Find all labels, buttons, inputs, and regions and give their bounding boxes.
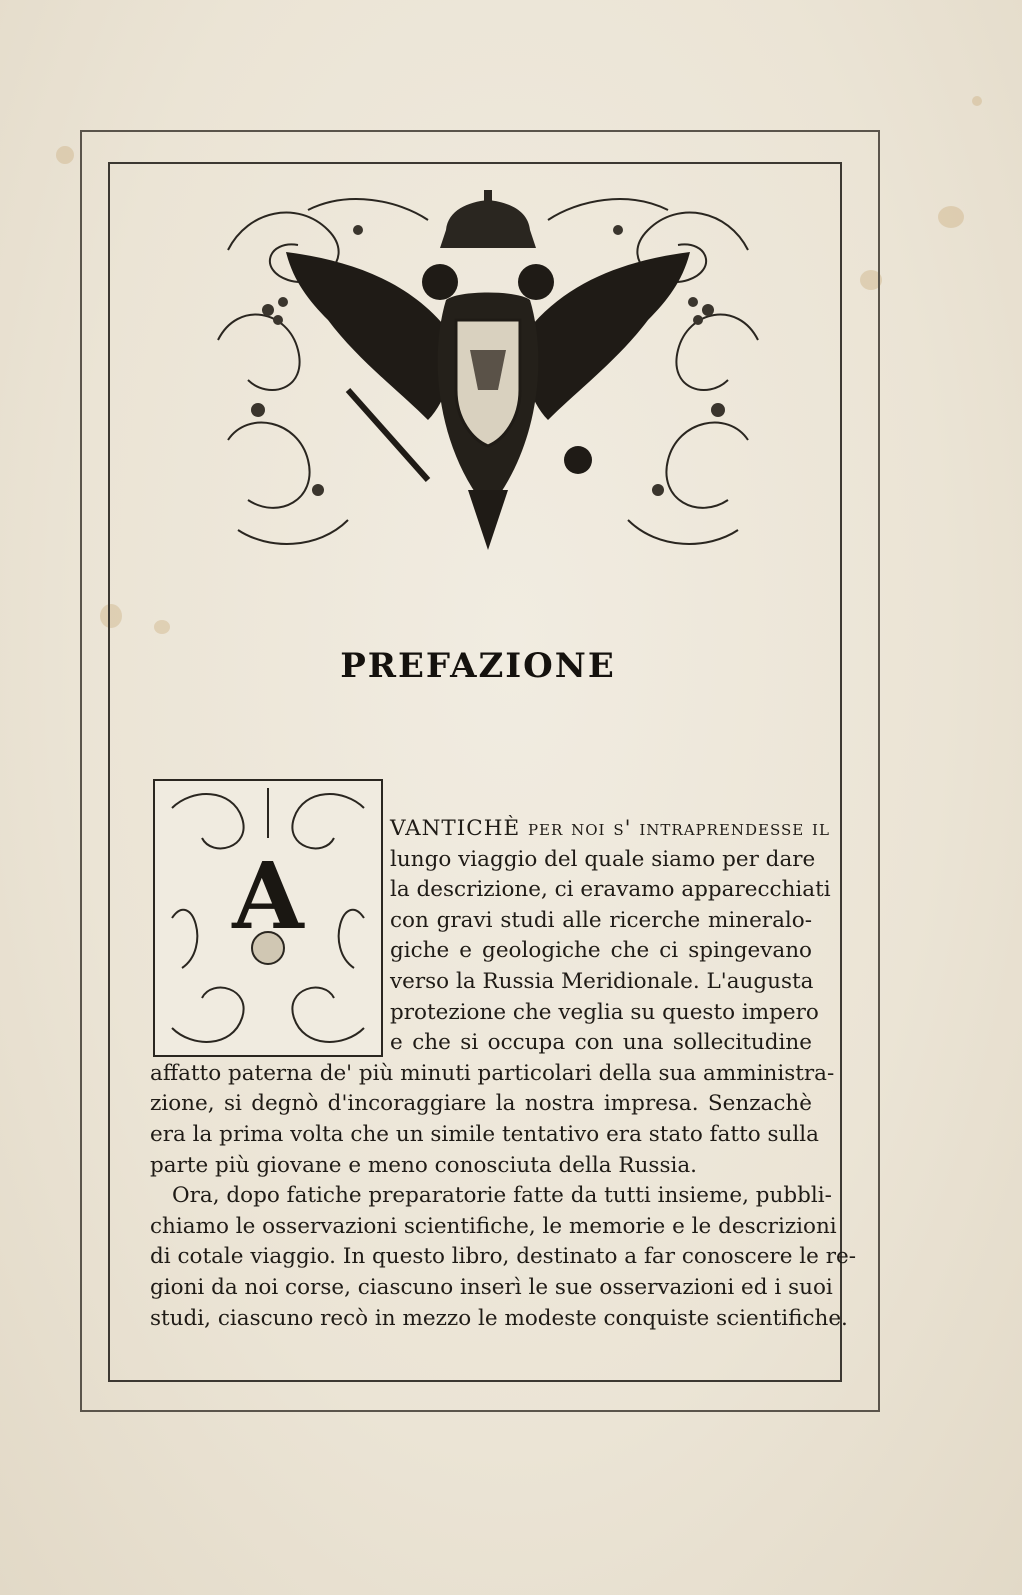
text-line: chiamo le osservazioni scientifiche, le memorie e le descrizioni bbox=[150, 1213, 837, 1239]
text-line: VANTICHÈ per noi s' intraprendesse il bbox=[390, 816, 830, 841]
text-line: Ora, dopo fatiche preparatorie fatte da tutti insieme, pubbli- bbox=[172, 1183, 832, 1209]
text-line: giche e geologiche che ci spingevano bbox=[390, 938, 812, 964]
text-line: di cotale viaggio. In questo libro, destinato a far conoscere le re- bbox=[150, 1244, 856, 1270]
text-line: con gravi studi alle ricerche mineralo- bbox=[390, 907, 812, 933]
page-title: PREFAZIONE bbox=[340, 646, 616, 686]
double-headed-eagle-crest-icon bbox=[208, 190, 768, 570]
foxing-stain bbox=[56, 146, 74, 164]
text-line: protezione che veglia su questo impero bbox=[390, 999, 819, 1025]
text-line: e che si occupa con una sollecitudine bbox=[390, 1030, 812, 1056]
drop-cap-letter: A bbox=[232, 842, 304, 950]
foxing-stain bbox=[938, 206, 964, 228]
text-line: la descrizione, ci eravamo apparecchiati bbox=[390, 877, 831, 903]
preface-body bbox=[150, 814, 856, 1334]
text-line: affatto paterna de' più minuti particolari della sua amministra- bbox=[150, 1060, 835, 1086]
foxing-stain bbox=[972, 96, 982, 106]
text-line: studi, ciascuno recò in mezzo le modeste conquiste scientifiche. bbox=[150, 1305, 848, 1331]
text-line: lungo viaggio del quale siamo per dare bbox=[390, 846, 816, 872]
text-line: era la prima volta che un simile tentativo era stato fatto sulla bbox=[150, 1121, 819, 1147]
text-line: zione, si degnò d'incoraggiare la nostra impresa. Senzachè bbox=[150, 1091, 812, 1117]
text-line: parte più giovane e meno conosciuta della Russia. bbox=[150, 1152, 698, 1178]
text-line: verso la Russia Meridionale. L'augusta bbox=[390, 968, 814, 994]
text-line: gioni da noi corse, ciascuno inserì le sue osservazioni ed i suoi bbox=[150, 1274, 833, 1300]
